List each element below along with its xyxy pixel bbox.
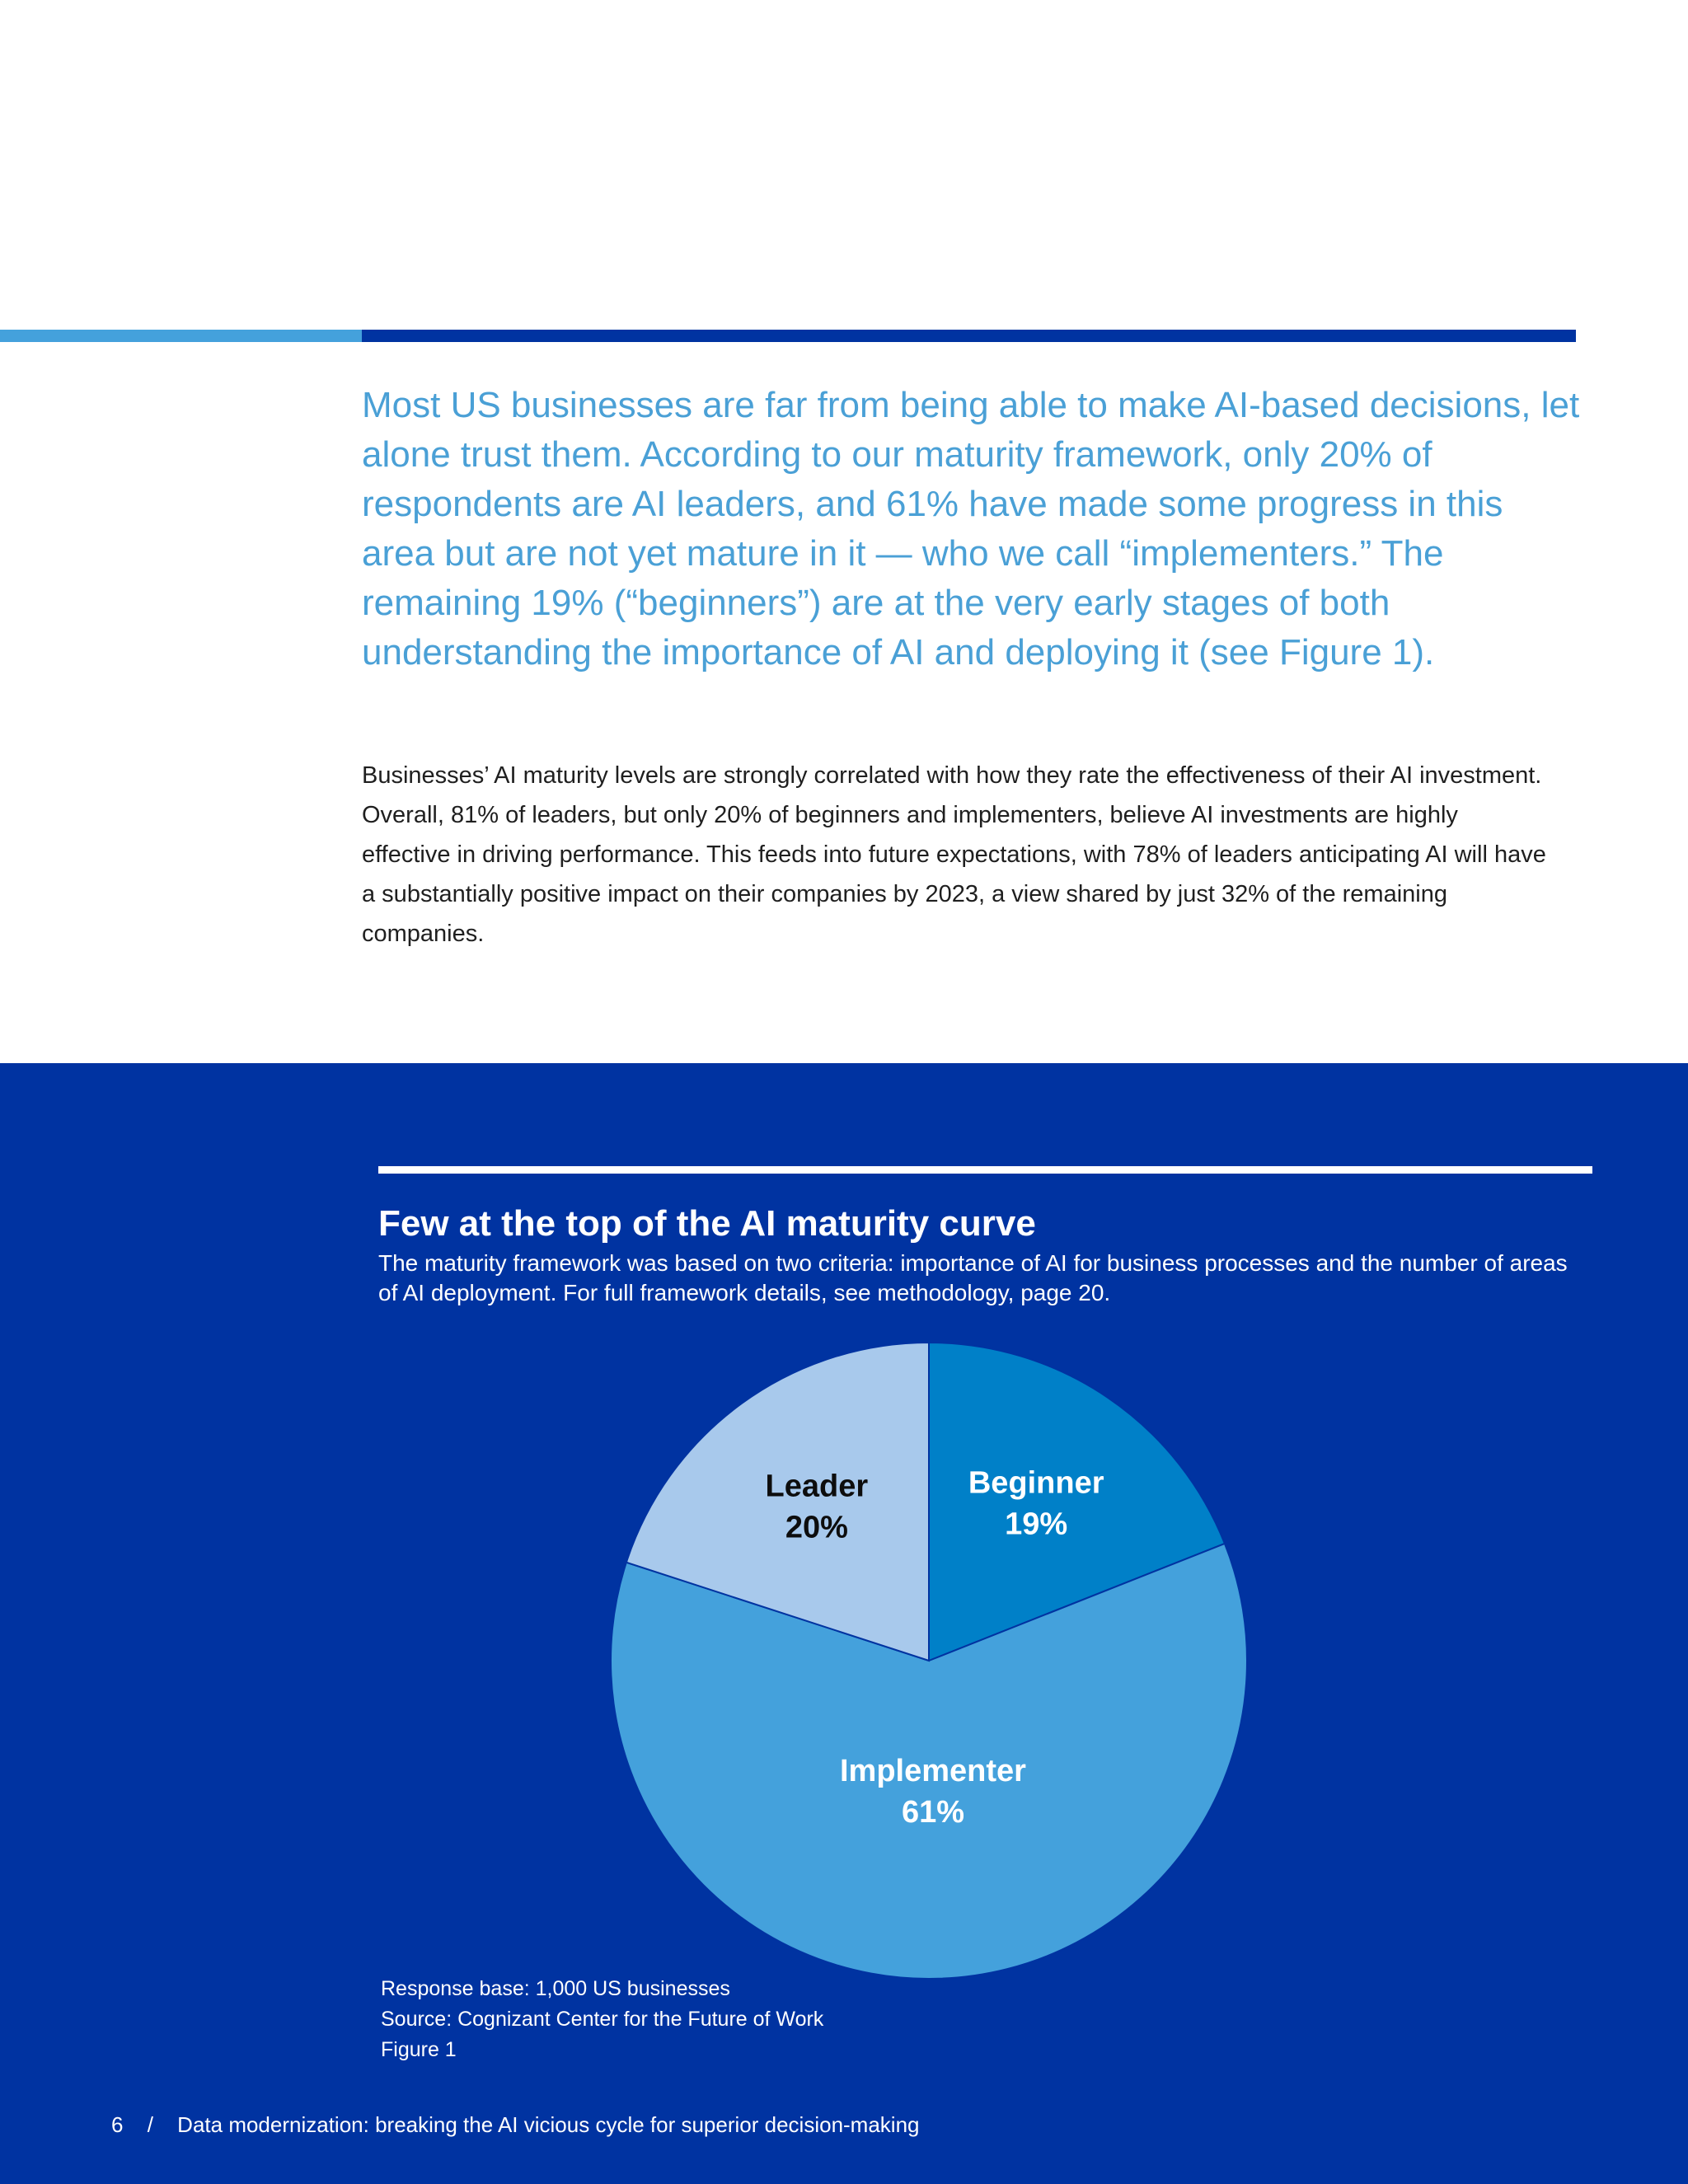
pie-value-implementer: 61%	[901, 1795, 965, 1830]
figure-band	[0, 1063, 1688, 2184]
figure-number: Figure 1	[381, 2038, 457, 2061]
source-note: Source: Cognizant Center for the Future of Work	[381, 2008, 824, 2031]
pie-label-leader: Leader	[765, 1469, 869, 1504]
pie-value-leader: 20%	[785, 1510, 848, 1545]
pie-label-beginner: Beginner	[968, 1465, 1104, 1501]
header-rule-light	[0, 330, 362, 342]
page-footer	[111, 2111, 920, 2139]
lead-paragraph: Most US businesses are far from being able to make AI-based decisions, let alone trust them. According to our maturity framework, only 20% of respondents are AI leaders, and 61% have made some progress in this area but are not yet mature in it — who we call “implementers.” The remaining 19% (“beginners”) are at the very early stages of both understanding the importance of AI and deploying it (see Figure 1).	[362, 385, 1580, 673]
response-base-note: Response base: 1,000 US businesses	[381, 1977, 730, 2000]
maturity-pie-chart	[0, 1063, 1688, 2184]
document-title: Data modernization: breaking the AI vicious cycle for superior decision-making	[177, 2112, 920, 2137]
figure-subtitle: The maturity framework was based on two criteria: importance of AI for business processes and the number of areas of AI deployment. For full framework details, see methodology, page 20.	[378, 1250, 1568, 1305]
pie-value-beginner: 19%	[1005, 1507, 1068, 1542]
figure-title: Few at the top of the AI maturity curve	[378, 1203, 1036, 1244]
page-number: 6	[111, 2112, 124, 2137]
pie-label-implementer: Implementer	[839, 1754, 1026, 1789]
figure-notes	[381, 1974, 823, 2065]
body-paragraph: Businesses’ AI maturity levels are strongly correlated with how they rate the effectiveness of their AI investment. Overall, 81% of leaders, but only 20% of beginners and implementers, believe AI investments are highly effective in driving performance. This feeds into future expectations, with 78% of leaders anticipating AI will have a substantially positive impact on their companies by 2023, a view shared by just 32% of the remaining companies.	[362, 762, 1546, 947]
header-rule-dark	[362, 330, 1576, 342]
footer-separator: /	[147, 2112, 153, 2137]
